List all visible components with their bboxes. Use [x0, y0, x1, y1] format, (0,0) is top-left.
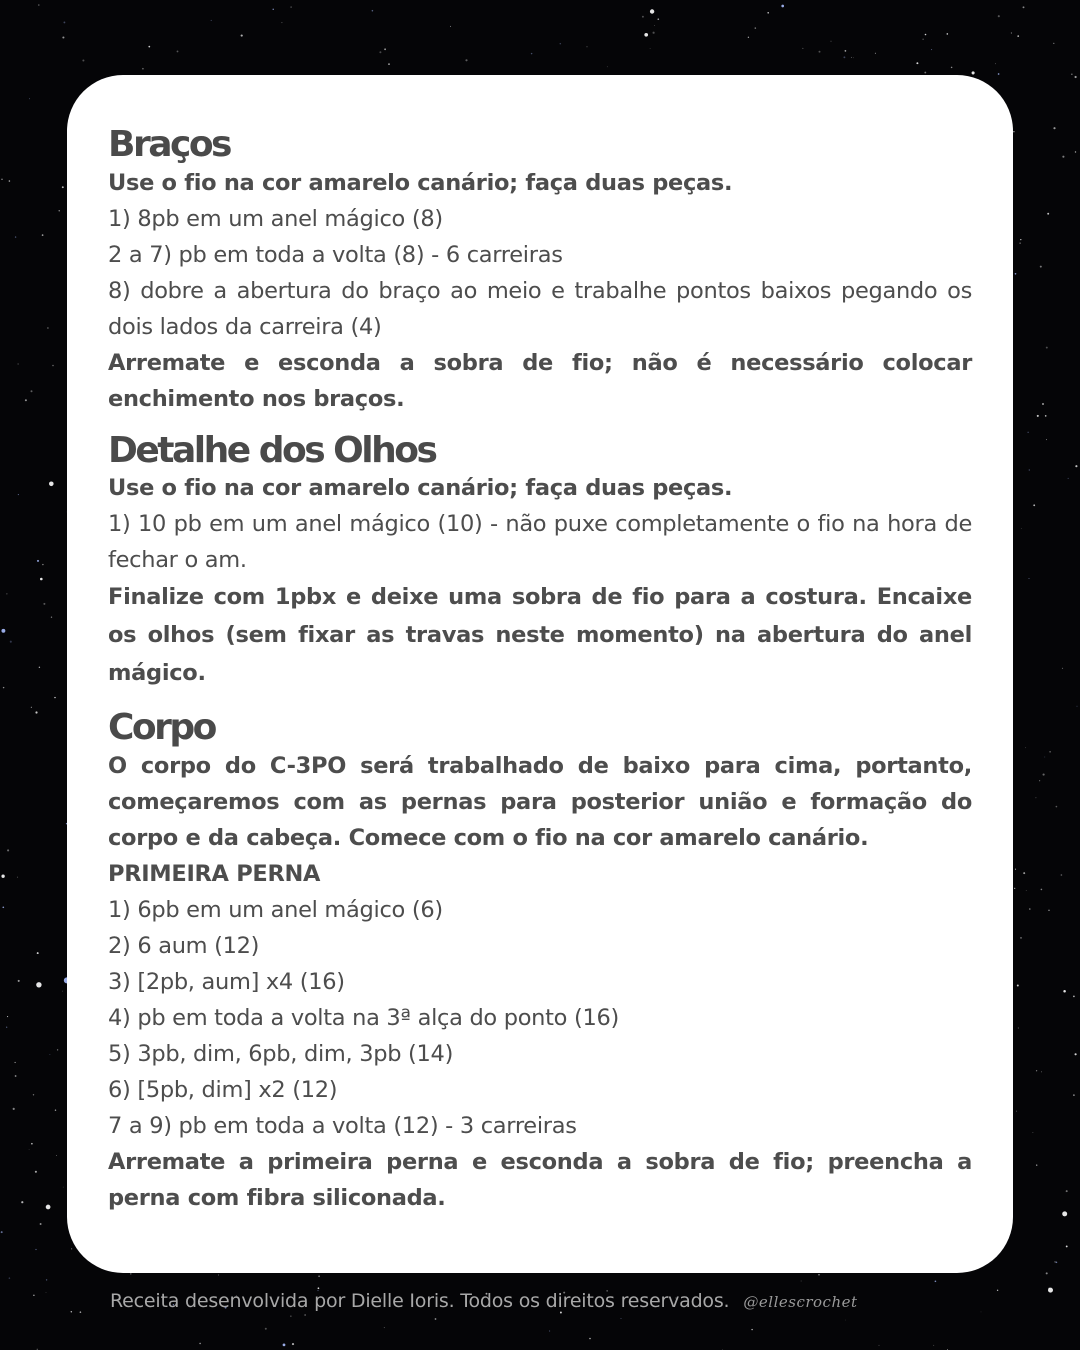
star: [384, 1327, 385, 1328]
star: [46, 1279, 47, 1280]
star: [63, 21, 65, 23]
star: [39, 667, 40, 668]
star: [1036, 1070, 1037, 1071]
star: [15, 1062, 16, 1063]
bracos-step-2: 2 a 7) pb em toda a volta (8) - 6 carreiras: [108, 241, 563, 268]
star: [1011, 33, 1012, 34]
star: [1063, 990, 1066, 993]
star: [748, 37, 749, 38]
star: [1075, 151, 1076, 152]
star: [7, 1016, 8, 1017]
star: [52, 365, 54, 367]
star: [879, 1345, 880, 1346]
star: [292, 1343, 294, 1345]
star: [56, 1155, 57, 1156]
star: [650, 48, 651, 49]
star: [1075, 465, 1077, 467]
star: [657, 18, 659, 20]
star: [148, 46, 150, 48]
bracos-finish: Arremate e esconda a sobra de fio; não é necessário colocar enchimento nos braços.: [108, 349, 972, 412]
corpo-step-3: 3) [2pb, aum] x4 (16): [108, 968, 345, 995]
star: [54, 697, 55, 698]
star: [59, 210, 60, 211]
star: [1046, 1272, 1048, 1274]
star: [1043, 774, 1045, 776]
section-title-corpo: Corpo: [108, 707, 215, 749]
star: [851, 57, 852, 58]
star: [304, 1314, 305, 1315]
star: [853, 57, 854, 58]
star: [781, 5, 784, 8]
star: [82, 59, 84, 61]
star: [50, 1054, 51, 1055]
star: [15, 1075, 17, 1077]
signature-logo: @ellescrochet: [743, 1293, 858, 1311]
star: [1056, 1261, 1058, 1263]
star: [1068, 478, 1069, 479]
star: [2, 906, 4, 908]
star: [1029, 578, 1030, 579]
star: [21, 1201, 23, 1203]
star: [13, 1108, 15, 1110]
star: [650, 9, 654, 13]
star: [947, 33, 949, 35]
corpo-finish: Arremate a primeira perna e esconda a sobra de fio; preencha a perna com fibra siliconada.: [108, 1148, 972, 1211]
star: [18, 494, 19, 495]
star: [1073, 1094, 1075, 1096]
star: [465, 59, 467, 61]
star: [1, 1231, 3, 1233]
star: [1023, 872, 1025, 874]
star: [1029, 908, 1031, 910]
star: [1037, 415, 1039, 417]
star: [37, 952, 39, 954]
star: [42, 234, 44, 236]
star: [33, 1295, 34, 1296]
bracos-step-3: 8) dobre a abertura do braço ao meio e trabalhe pontos baixos pegando os dois lados da carreira (4): [108, 277, 972, 340]
star: [1020, 239, 1021, 240]
star: [997, 1290, 998, 1291]
star: [211, 20, 212, 21]
star: [1075, 76, 1077, 78]
star: [1019, 242, 1020, 243]
corpo-subtitle-primeira-perna: PRIMEIRA PERNA: [108, 860, 321, 887]
star: [935, 1280, 937, 1282]
star: [33, 1094, 34, 1095]
star: [18, 980, 20, 982]
star: [31, 1143, 33, 1145]
star: [1062, 156, 1064, 158]
star: [35, 711, 37, 713]
star: [1021, 528, 1022, 529]
star: [57, 1049, 58, 1050]
star: [1053, 127, 1055, 129]
star: [29, 1149, 30, 1150]
star: [80, 1311, 82, 1313]
star: [18, 363, 19, 364]
star: [15, 236, 16, 237]
star: [1013, 131, 1014, 132]
star: [62, 991, 63, 992]
olhos-step-1: 1) 10 pb em um anel mágico (10) - não puxe completamente o fio na hora de fechar o am.: [108, 511, 972, 574]
star: [1026, 890, 1027, 891]
star: [1015, 273, 1017, 275]
star: [3, 687, 4, 688]
star: [318, 1287, 320, 1289]
star: [1025, 747, 1026, 748]
corpo-step-1: 1) 6pb em um anel mágico (6): [108, 896, 443, 923]
star: [642, 16, 644, 18]
star: [998, 15, 1000, 17]
star: [130, 1273, 131, 1274]
star: [1033, 1132, 1034, 1133]
star: [1044, 757, 1045, 758]
star: [1073, 996, 1075, 998]
star: [802, 48, 803, 49]
star: [42, 564, 43, 565]
star: [1016, 1111, 1017, 1112]
star: [63, 1187, 64, 1188]
star: [1040, 266, 1042, 268]
star: [31, 707, 32, 708]
bracos-step-1: 1) 8pb em um anel mágico (8): [108, 205, 443, 232]
star: [1048, 1288, 1053, 1293]
star: [1046, 347, 1048, 349]
star: [273, 9, 274, 10]
star: [1041, 889, 1043, 891]
star: [10, 641, 12, 643]
star: [281, 22, 282, 23]
star: [142, 68, 144, 70]
star: [1062, 668, 1063, 669]
star: [801, 1281, 802, 1282]
star: [751, 1329, 752, 1330]
star: [767, 12, 769, 14]
star: [1014, 888, 1015, 889]
star: [819, 51, 821, 53]
star: [62, 186, 64, 188]
star: [1020, 937, 1022, 939]
star: [1046, 439, 1047, 440]
star: [621, 1318, 622, 1319]
star: [587, 46, 588, 47]
star: [1028, 432, 1029, 433]
star: [1045, 415, 1047, 417]
section-title-olhos: Detalhe dos Olhos: [108, 429, 436, 471]
star: [1066, 1190, 1068, 1192]
star: [1, 875, 4, 878]
star: [35, 1171, 37, 1173]
star: [1054, 1261, 1055, 1262]
star: [1071, 74, 1072, 75]
star: [1017, 35, 1019, 37]
star: [318, 1275, 320, 1277]
star: [31, 390, 33, 392]
star: [1, 179, 2, 180]
star: [49, 482, 54, 487]
footer: [110, 1290, 858, 1312]
corpo-step-6: 6) [5pb, dim] x2 (12): [108, 1076, 338, 1103]
star: [1047, 213, 1049, 215]
star: [199, 1343, 200, 1344]
star: [1066, 1245, 1068, 1247]
star: [925, 34, 927, 36]
star: [435, 1318, 437, 1320]
star: [265, 1328, 267, 1330]
star: [35, 1249, 36, 1250]
star: [1033, 504, 1035, 506]
corpo-step-7: 7 a 9) pb em toda a volta (12) - 3 carreiras: [108, 1112, 577, 1139]
star: [845, 1320, 846, 1321]
star: [36, 982, 41, 987]
star: [931, 49, 932, 50]
star: [1023, 6, 1025, 8]
star: [755, 27, 756, 28]
footer-credit: Receita desenvolvida por Dielle Ioris. Todos os direitos reservados.: [110, 1290, 730, 1312]
star: [379, 51, 381, 53]
star: [589, 1338, 591, 1340]
star: [995, 63, 996, 64]
star: [1075, 1053, 1077, 1055]
star: [6, 593, 7, 594]
star: [51, 617, 52, 618]
star: [372, 10, 374, 12]
star: [981, 1312, 982, 1313]
star: [1048, 910, 1049, 911]
star: [923, 39, 924, 40]
star: [933, 1345, 934, 1346]
star: [7, 849, 9, 851]
olhos-finish: Finalize com 1pbx e deixe uma sobra de fio para a costura. Encaixe os olhos (sem fixar as travas neste momento) na abertura do anel mágico.: [108, 584, 972, 687]
star: [1018, 1028, 1019, 1029]
star: [1062, 1211, 1067, 1216]
star: [951, 67, 953, 69]
star: [1029, 469, 1030, 470]
star: [549, 1330, 550, 1331]
star: [972, 71, 975, 74]
star: [38, 4, 40, 6]
star: [46, 1205, 51, 1210]
star: [998, 73, 1000, 75]
corpo-step-2: 2) 6 aum (12): [108, 932, 260, 959]
star: [1017, 985, 1019, 987]
star: [1042, 403, 1044, 405]
star: [450, 26, 451, 27]
corpo-intro: O corpo do C-3PO será trabalhado de baixo para cima, portanto, começaremos com as pernas para posterior união e formação do corpo e da cabeça. Comece com o fio na cor amarelo canário.: [108, 752, 972, 851]
star: [55, 1109, 56, 1110]
star: [1061, 874, 1063, 876]
corpo-step-5: 5) 3pb, dim, 6pb, dim, 3pb (14): [108, 1040, 454, 1067]
star: [43, 603, 45, 605]
star: [40, 578, 43, 581]
star: [531, 53, 532, 54]
star: [1049, 751, 1051, 753]
recipe-card: [67, 75, 1013, 1273]
star: [875, 53, 876, 54]
star: [560, 43, 561, 44]
star: [9, 1277, 11, 1279]
star: [241, 35, 243, 37]
star: [71, 1311, 72, 1312]
star: [1035, 797, 1036, 798]
star: [17, 877, 18, 878]
star: [654, 25, 655, 26]
star: [29, 98, 30, 99]
star: [218, 1275, 219, 1276]
star: [6, 1027, 7, 1028]
star: [71, 1248, 72, 1249]
star: [843, 56, 845, 58]
star: [1036, 1164, 1037, 1165]
star: [46, 1292, 47, 1293]
star: [1076, 706, 1077, 707]
section-title-bracos: Braços: [108, 124, 230, 165]
star: [924, 72, 926, 74]
corpo-step-4: 4) pb em toda a volta na 3ª alça do ponto (16): [108, 1004, 619, 1031]
star: [62, 36, 64, 38]
olhos-intro: Use o fio na cor amarelo canário; faça duas peças.: [108, 475, 733, 502]
star: [916, 62, 918, 64]
star: [47, 327, 49, 329]
star: [607, 66, 608, 67]
star: [384, 48, 386, 50]
star: [1015, 869, 1016, 870]
star: [845, 50, 847, 52]
star: [653, 32, 655, 34]
star: [283, 1344, 286, 1347]
star: [644, 33, 648, 37]
star: [1041, 1071, 1042, 1072]
star: [40, 1223, 42, 1225]
star: [831, 41, 832, 42]
star: [1039, 780, 1040, 781]
bracos-intro: Use o fio na cor amarelo canário; faça duas peças.: [108, 169, 733, 196]
star: [1053, 43, 1054, 44]
star: [177, 50, 179, 52]
star: [1, 629, 5, 633]
star: [290, 6, 291, 7]
star: [37, 560, 39, 562]
star: [818, 1274, 819, 1275]
star: [1056, 806, 1058, 808]
star: [388, 63, 390, 65]
star: [290, 1316, 291, 1317]
star: [25, 399, 27, 401]
star: [9, 180, 11, 182]
